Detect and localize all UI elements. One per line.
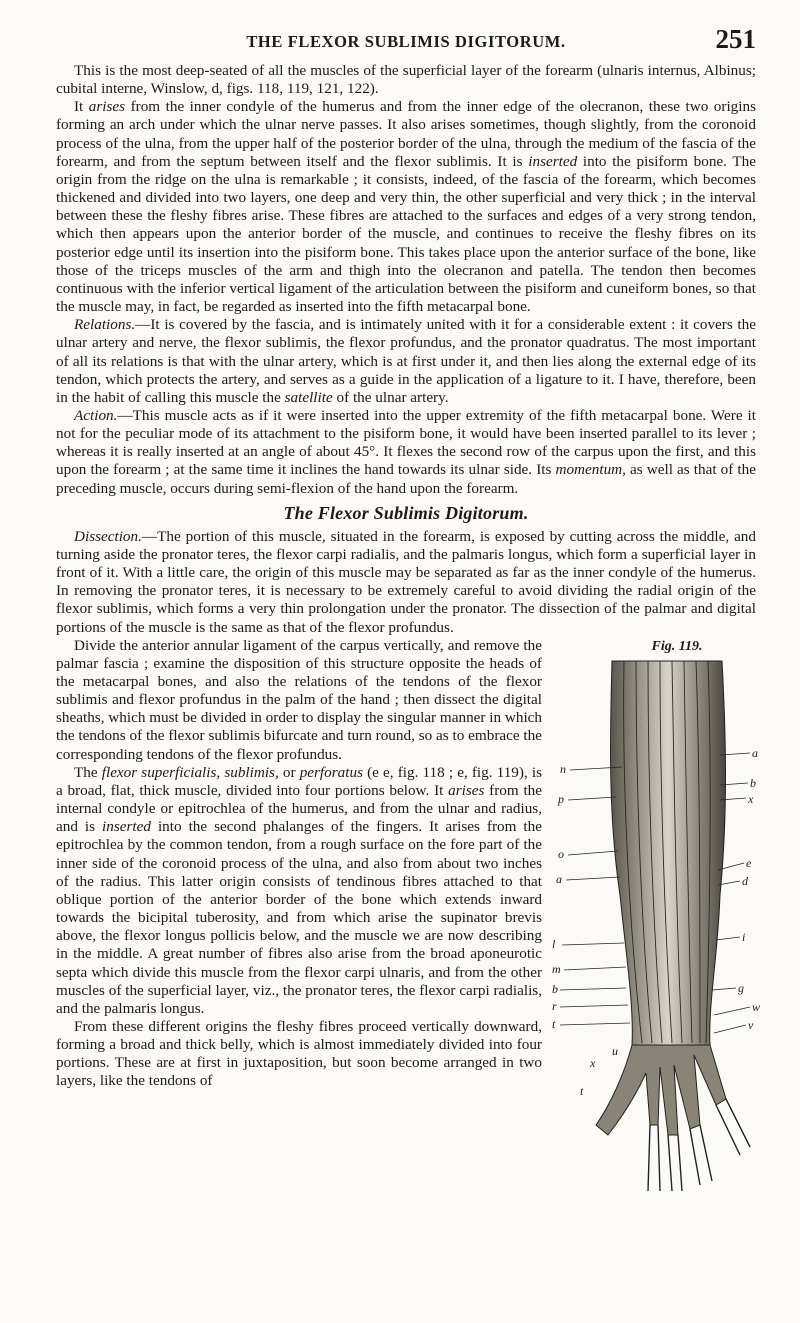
figure-label-l: l [552,936,556,951]
figure-label-u: u [612,1043,618,1058]
section-heading: The Flexor Sublimis Digitorum. [283,502,529,523]
page-number: 251 [715,24,756,54]
paragraph-annular-ligament: Divide the anterior annular ligament of the carpus vertically, and remove the palmar fascia ; examine the disposition of this structure opposite the heads of the metacarpal bones, and also the relations of the tendons of the flexor sublimis and flexor profundus in the palm of the hand ; then dissect the digital sheaths, which must be divided in order to display the singular manner in which the tendons of the flexor sublimis bifurcate and turn round, so as to embrace the corresponding tendons of the flexor profundus. [56,636,542,763]
figure-label-t: t [552,1016,556,1031]
figure-label-b-right: b [750,775,756,790]
figure-label-n: n [560,761,566,776]
figure-label-t2: t [580,1083,584,1098]
paragraph-fleshy-fibres: From these different origins the fleshy fibres proceed vertically downward, forming a broad and thick belly, which is almost immediately divided into four portions. These are at first in juxtaposition, but soon become arranged in two layers, like the tendons of [56,1017,542,1090]
paragraph-intro: This is the most deep-seated of all the muscles of the superficial layer of the forearm (ulnaris internus, Albinus; cubital interne, Winslow, d, figs. 118, 119, 121, 122). [56,62,756,98]
dissection-label: Dissection. [74,527,142,545]
figure-label-v: v [748,1017,754,1032]
figure-label-m: m [552,961,561,976]
figure-label-d: d [742,873,748,888]
running-title: THE FLEXOR SUBLIMIS DIGITORUM. [246,32,566,51]
figure-label-r: r [552,998,557,1013]
figure-label-g: g [738,980,744,995]
figure-label-w: w [752,999,761,1014]
figure-label-x-right: x [748,791,754,806]
paragraph-flexor-superficialis: The flexor superficialis, sublimis, or perforatus (e e, fig. 118 ; e, fig. 119), is a broad, flat, thick muscle, divided into four portions below. It arises from the internal condyle or epitrochlea of the humerus, and from the ulnar and radius, and is inserted into the second phalanges of the fingers. It arises from the epitrochlea by the common tendon, from a rough surface on the fore part of the inner side of the coronoid process of the ulna, and also from about two inches of the radius. This latter origin consists of tendinous fibres attached to that oblique portion of the anterior border of the bone which extends inward towards the bicipital tuberosity, and from which arise the supinator brevis above, the flexor longus pollicis below, and the muscle we are now describing in the middle. A great number of fibres also arise from the broad aponeurotic septa which divide this muscle from the flexor carpi ulnaris, and from the other muscles of the superficial layer, viz., the pronator teres, the flexor carpi radialis, and the palmaris longus. [56,763,543,1017]
figure-119 [550,639,764,1199]
figure-label-o: o [558,846,564,861]
figure-label-a: a [556,871,562,886]
paragraph-origin-insertion: It arises from the inner condyle of the humerus and from the inner edge of the olecranon, these two origins forming an arch under which the ulnar nerve passes. It also arises sometimes, though slightly, from the coronoid process of the ulna, from the upper half of the posterior border of the ulna, through the medium of the fascia of the forearm, and from the septum between itself and the flexor sublimis. It is inserted into the pisiform bone. The origin from the ridge on the ulna is remarkable ; it consists, indeed, of the fascia of the forearm, which becomes thickened and divided into two layers, one deep and very thin, the other superficial and very thick ; in the interval between these the fleshy fibres arise. These fibres are attached to the surfaces and edges of a very strong tendon, which then appears upon the anterior border of the muscle, and continues to receive the fleshy fibres on its posterior edge until its insertion into the pisiform bone. This takes place upon the anterior surface of the bone, like those of the triceps muscles of the arm and thigh into the olecranon and patella. The tendon then becomes continuous with the inferior vertical ligament of the articulation between the pisiform and cuneiform bones, so that the muscle may, in fact, be regarded as inserted into the fifth metacarpal bone. [56,98,756,316]
figure-label-x: x [590,1055,596,1070]
figure-label-a-right: a [752,745,758,760]
figure-caption: Fig. 119. [651,638,703,654]
figure-label-i: i [742,929,746,944]
relations-label: Relations. [74,316,136,334]
paragraph-action: Action.—This muscle acts as if it were inserted into the upper extremity of the fifth metacarpal bone. Were it not for the peculiar mode of its attachment to the pisiform bone, it would have been inserted parallel to its lever ; whereas it is really inserted at an angle of about 45°. It flexes the second row of the carpus upon the first, and this upon the forearm ; at the same time it inclines the hand towards its ulnar side. Its momentum, as well as that of the preceding muscle, occurs during semi-flexion of the hand upon the forearm. [56,406,756,497]
forearm-illustration [550,655,764,1195]
action-label: Action. [74,406,118,424]
figure-label-p: p [558,791,564,806]
figure-label-b: b [552,981,558,996]
paragraph-relations: Relations.—It is covered by the fascia, and is intimately united with it for a considerable extent : it covers the ulnar artery and nerve, the flexor sublimis, the flexor profundus, and the pronator quadratus. The most important of all its relations is that with the ulnar artery, which is at first under it, and then lies along the external edge of its tendon, which protects the artery, and serves as a guide in the application of a ligature to it. I have, therefore, been in the habit of calling this muscle the satellite of the ulnar artery. [56,316,756,406]
running-head [56,24,756,58]
book-page [56,24,761,1199]
paragraph-dissection: Dissection.—The portion of this muscle, situated in the forearm, is exposed by cutting across the middle, and turning aside the pronator teres, the flexor carpi radialis, and the palmaris longus, which form a superficial layer in front of it. With a little care, the origin of this muscle may be separated as far as the inner condyle of the humerus. In removing the pronator teres, it is necessary to be extremely careful to avoid dividing the radial origin of the flexor sublimis, which forms a very thin prolongation under the pronator. The dissection of the palmar and digital portions of the muscle is the same as that of the flexor profundus. [56,527,756,636]
figure-label-e: e [746,855,752,870]
